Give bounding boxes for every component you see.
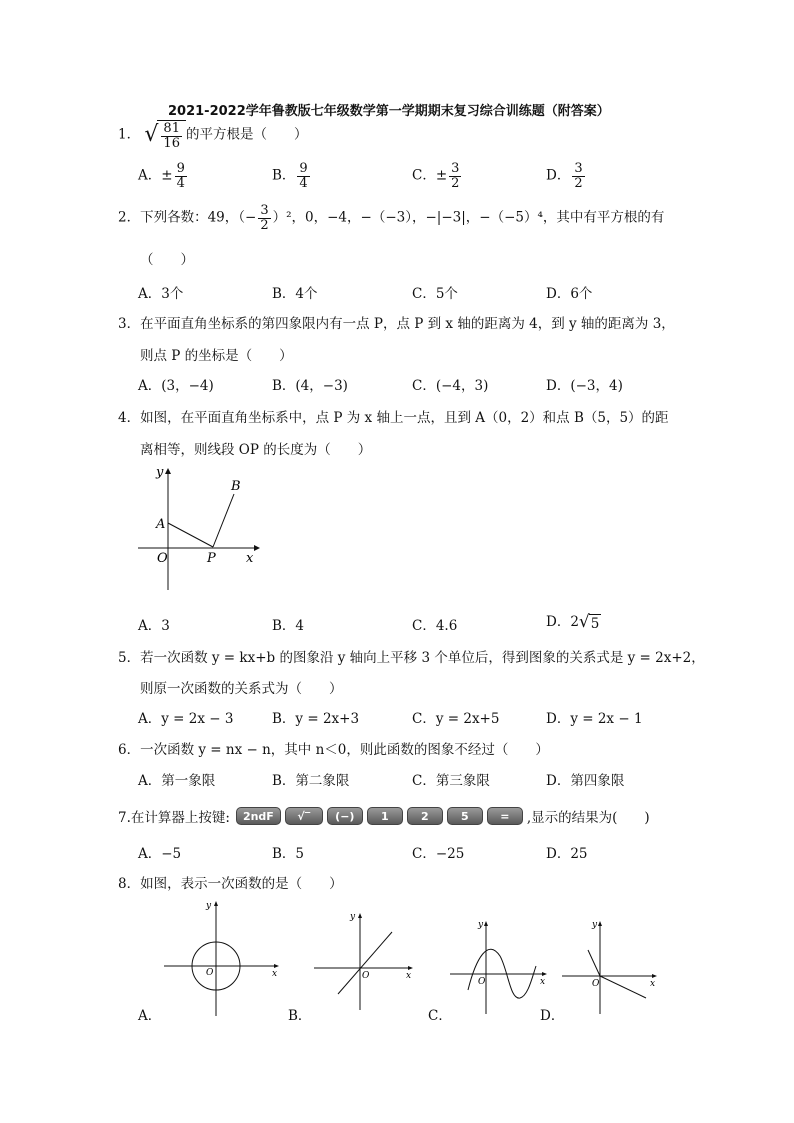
graph-d-polyline bbox=[560, 918, 664, 1018]
radical-sign-icon: √ bbox=[144, 122, 159, 148]
y-label: y bbox=[206, 901, 212, 911]
y-axis-arrow-icon bbox=[165, 468, 171, 474]
option-d[interactable] bbox=[546, 162, 587, 190]
option-d[interactable]: D． bbox=[540, 1008, 565, 1024]
fraction-numerator: 9 bbox=[176, 161, 185, 176]
question-1 bbox=[118, 120, 307, 150]
question-number: 1． bbox=[118, 126, 141, 143]
point-b-label: B bbox=[231, 479, 241, 494]
option-b[interactable]: B．y = 2x+3 bbox=[272, 711, 360, 727]
page-title: 2021-2022学年鲁教版七年级数学第一学期期末复习综合训练题（附答案） bbox=[168, 104, 610, 119]
key-negative: (−) bbox=[327, 807, 363, 825]
fraction-denominator: 2 bbox=[260, 217, 269, 233]
option-a[interactable]: A．3个 bbox=[138, 286, 184, 302]
option-b[interactable]: B．(4，−3) bbox=[272, 378, 348, 394]
option-c[interactable]: C．第三象限 bbox=[412, 773, 490, 789]
radicand: 5 bbox=[590, 615, 600, 632]
key-2ndf: 2ndF bbox=[236, 807, 281, 825]
x-axis-arrow-icon bbox=[542, 972, 547, 976]
option-a[interactable]: A． bbox=[138, 1008, 162, 1024]
x-label: x bbox=[650, 979, 656, 989]
option-b[interactable]: B．第二象限 bbox=[272, 773, 350, 789]
fraction-numerator: 3 bbox=[451, 161, 460, 176]
option-a[interactable]: A．第一象限 bbox=[138, 773, 216, 789]
option-label: C． bbox=[412, 167, 436, 184]
radical-sign-icon: √ bbox=[578, 612, 590, 632]
x-label: x bbox=[246, 551, 254, 566]
option-b[interactable]: B．4 bbox=[272, 618, 305, 634]
origin-label: O bbox=[206, 968, 214, 978]
line-segment-right bbox=[600, 976, 646, 998]
question-number: 2． bbox=[118, 209, 141, 226]
x-axis-arrow-icon bbox=[274, 964, 279, 968]
key-equals: = bbox=[487, 807, 523, 825]
option-c[interactable]: C．−25 bbox=[412, 846, 465, 862]
option-c[interactable]: C．(−4，3) bbox=[412, 378, 489, 394]
option-c[interactable] bbox=[412, 162, 463, 190]
fraction-numerator: 3 bbox=[574, 161, 583, 176]
question-8: 8．如图，表示一次函数的是（ ） bbox=[118, 876, 343, 892]
question-2-blank: （ ） bbox=[140, 252, 194, 268]
coordinate-figure bbox=[132, 464, 262, 594]
key-2: 2 bbox=[407, 807, 443, 825]
option-a[interactable]: A．3 bbox=[138, 618, 170, 634]
x-label: x bbox=[540, 977, 546, 987]
option-d[interactable]: D．(−3，4) bbox=[546, 378, 623, 394]
y-label: y bbox=[478, 920, 484, 930]
option-b[interactable]: B． bbox=[288, 1008, 312, 1024]
option-c[interactable]: C． bbox=[428, 1008, 452, 1024]
option-label: D． bbox=[546, 167, 571, 184]
fraction-denominator: 4 bbox=[299, 175, 308, 191]
question-5-line-2: 则原一次函数的关系式为（ ） bbox=[140, 681, 343, 697]
option-a[interactable]: A．−5 bbox=[138, 846, 182, 862]
y-axis-arrow-icon bbox=[598, 921, 602, 926]
question-2 bbox=[118, 204, 664, 232]
option-c[interactable]: C．4.6 bbox=[412, 618, 458, 634]
fraction-denominator: 2 bbox=[451, 175, 460, 191]
question-4-line-2: 离相等，则线段 OP 的长度为（ ） bbox=[140, 442, 372, 458]
radicand-numerator: 81 bbox=[163, 121, 180, 136]
y-label: y bbox=[592, 920, 598, 930]
y-label: y bbox=[156, 465, 164, 480]
origin-label: O bbox=[362, 971, 370, 981]
question-stem: 7.在计算器上按键: bbox=[118, 810, 230, 826]
option-b[interactable]: B．5 bbox=[272, 846, 305, 862]
question-6: 6．一次函数 y = nx − n，其中 n＜0，则此函数的图象不经过（ ） bbox=[118, 742, 549, 758]
segment-ap bbox=[168, 523, 213, 547]
point-p-label: P bbox=[207, 551, 216, 566]
x-label: x bbox=[272, 969, 278, 979]
question-5-line-1: 5．若一次函数 y = kx+b 的图象沿 y 轴向上平移 3 个单位后，得到图象的关系式是 y = 2x+2， bbox=[118, 650, 705, 666]
linear-function-line bbox=[338, 932, 392, 994]
option-b[interactable] bbox=[272, 162, 312, 190]
origin-label: O bbox=[478, 977, 486, 987]
question-3-line-2: 则点 P 的坐标是（ ） bbox=[140, 348, 293, 364]
option-c[interactable]: C．y = 2x+5 bbox=[412, 711, 500, 727]
x-axis-arrow-icon bbox=[408, 966, 413, 970]
option-sign: ± bbox=[435, 167, 448, 184]
coefficient: 2 bbox=[570, 614, 579, 630]
y-axis-arrow-icon bbox=[214, 901, 218, 906]
y-axis-arrow-icon bbox=[358, 913, 362, 918]
y-axis-arrow-icon bbox=[484, 921, 488, 926]
question-stem-part: 下列各数：49，（− bbox=[140, 209, 257, 226]
graph-b-line bbox=[312, 910, 416, 1014]
option-d[interactable]: D．25 bbox=[546, 846, 588, 862]
option-a[interactable]: A．(3，−4) bbox=[138, 378, 214, 394]
question-stem-part: ）²，0，−4，−（−3），−|−3|，−（−5）⁴，其中有平方根的有 bbox=[272, 209, 665, 226]
option-label: B． bbox=[272, 167, 296, 184]
question-stem: 的平方根是（ ） bbox=[185, 126, 308, 143]
option-d[interactable]: D．第四象限 bbox=[546, 773, 625, 789]
line-segment-left bbox=[588, 950, 600, 976]
sqrt-expression bbox=[144, 120, 186, 150]
option-sign: ± bbox=[161, 167, 173, 184]
graph-a-circle bbox=[160, 900, 282, 1022]
option-b[interactable]: B．4个 bbox=[272, 286, 318, 302]
option-d[interactable]: D．y = 2x − 1 bbox=[546, 711, 643, 727]
option-d[interactable] bbox=[546, 610, 601, 632]
x-axis-arrow-icon bbox=[652, 974, 657, 978]
fraction-denominator: 4 bbox=[176, 175, 185, 191]
fraction-numerator: 3 bbox=[260, 203, 269, 218]
key-sqrt: √‾ bbox=[285, 807, 323, 825]
option-label: D． bbox=[546, 614, 571, 630]
segment-pb bbox=[213, 494, 234, 547]
radicand-denominator: 16 bbox=[163, 135, 180, 151]
origin-label: O bbox=[592, 979, 600, 989]
option-c[interactable]: C．5个 bbox=[412, 286, 458, 302]
fraction-numerator: 9 bbox=[299, 161, 308, 176]
key-1: 1 bbox=[367, 807, 403, 825]
graph-c-cubic bbox=[448, 918, 552, 1018]
question-4-line-1: 4．如图，在平面直角坐标系中，点 P 为 x 轴上一点，且到 A（0，2）和点 B（5，5）的距 bbox=[118, 410, 669, 426]
question-3-line-1: 3．在平面直角坐标系的第四象限内有一点 P，点 P 到 x 轴的距离为 4，到 y 轴的距离为 3， bbox=[118, 316, 675, 332]
option-label: A． bbox=[138, 167, 162, 184]
key-5: 5 bbox=[447, 807, 483, 825]
question-stem-tail: ,显示的结果为( ) bbox=[526, 810, 650, 826]
x-axis-arrow-icon bbox=[254, 545, 260, 551]
y-label: y bbox=[350, 912, 356, 922]
option-d[interactable]: D．6个 bbox=[546, 286, 593, 302]
point-a-label: A bbox=[156, 517, 166, 532]
option-a[interactable]: A．y = 2x − 3 bbox=[138, 711, 234, 727]
x-label: x bbox=[406, 971, 412, 981]
question-7 bbox=[118, 806, 650, 826]
option-a[interactable] bbox=[138, 162, 189, 190]
origin-label: O bbox=[157, 551, 168, 566]
fraction-denominator: 2 bbox=[574, 175, 583, 191]
